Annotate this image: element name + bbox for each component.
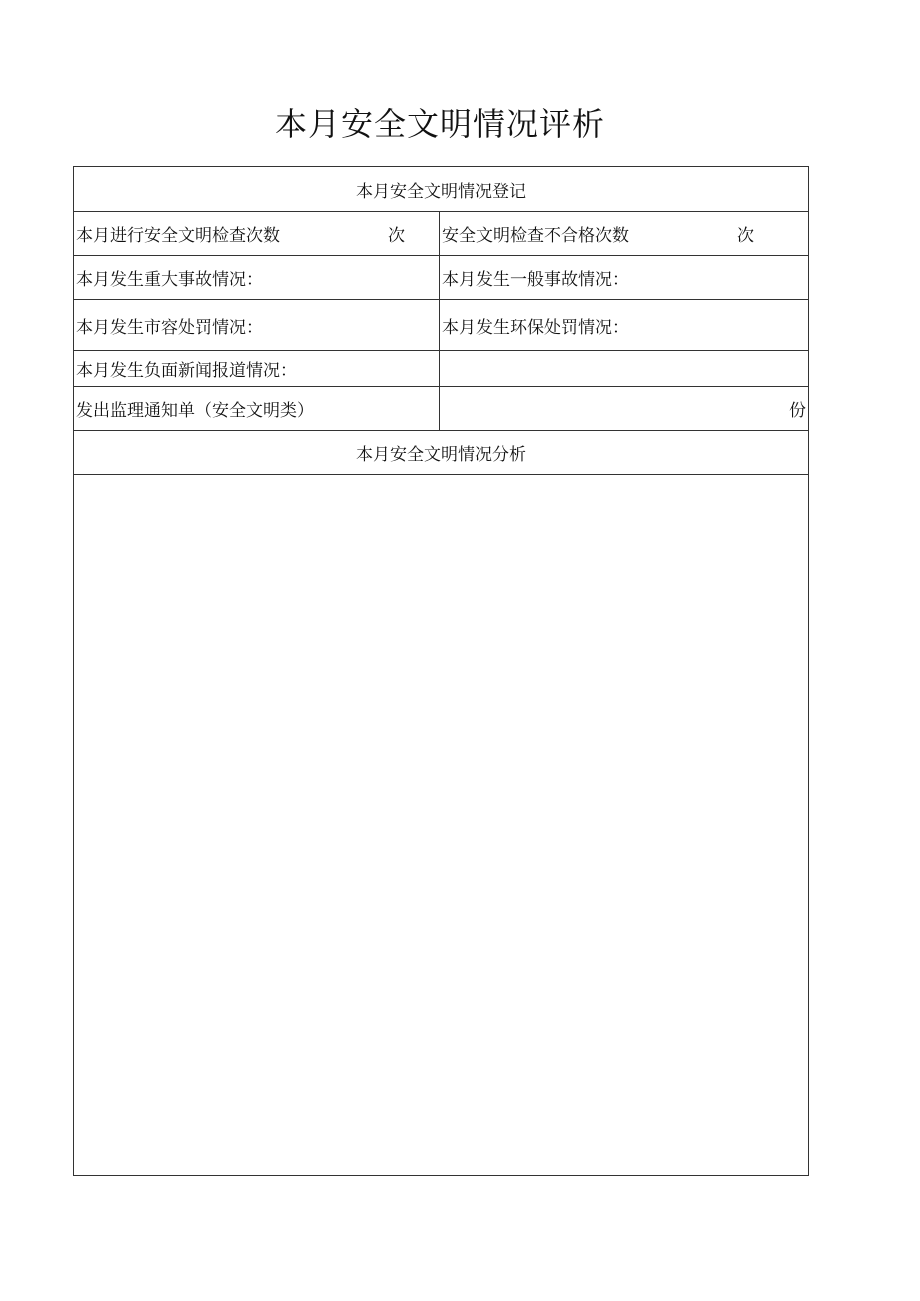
fail-count-label: 安全文明检查不合格次数: [442, 226, 629, 246]
notice-label-cell: [74, 387, 440, 431]
news-label: 本月发生负面新闻报道情况：: [76, 361, 297, 381]
analysis-text-area[interactable]: [74, 475, 809, 1176]
env-penalty-cell[interactable]: [440, 300, 809, 351]
section-analysis-heading: 本月安全文明情况分析: [74, 431, 809, 475]
analysis-header-row: [74, 431, 809, 475]
city-penalty-cell[interactable]: [74, 300, 440, 351]
general-accident-cell[interactable]: [440, 256, 809, 300]
notice-value-cell[interactable]: [440, 387, 809, 431]
page-title: 本月安全文明情况评析: [274, 105, 605, 143]
section-register-heading: 本月安全文明情况登记: [74, 167, 809, 212]
fail-count-unit: 次: [737, 226, 754, 246]
news-label-cell: [74, 351, 440, 387]
inspection-count-row: [74, 212, 809, 256]
safety-form-table: [73, 166, 809, 1176]
fail-count-cell[interactable]: [440, 212, 809, 256]
analysis-content-row: [74, 475, 809, 1176]
notice-label: 发出监理通知单（安全文明类）: [76, 401, 314, 421]
city-penalty-label: 本月发生市容处罚情况：: [76, 317, 263, 338]
news-value-cell[interactable]: [440, 351, 809, 387]
penalty-row: [74, 300, 809, 351]
notice-row: [74, 387, 809, 431]
general-accident-label: 本月发生一般事故情况：: [442, 270, 629, 290]
env-penalty-label: 本月发生环保处罚情况：: [442, 317, 629, 338]
accident-row: [74, 256, 809, 300]
notice-unit: 份: [789, 401, 806, 421]
news-row: [74, 351, 809, 387]
inspect-count-label: 本月进行安全文明检查次数: [76, 226, 280, 246]
major-accident-label: 本月发生重大事故情况：: [76, 270, 263, 290]
major-accident-cell[interactable]: [74, 256, 440, 300]
inspect-count-cell[interactable]: [74, 212, 440, 256]
inspect-count-unit: 次: [388, 226, 405, 246]
register-header-row: [74, 167, 809, 212]
